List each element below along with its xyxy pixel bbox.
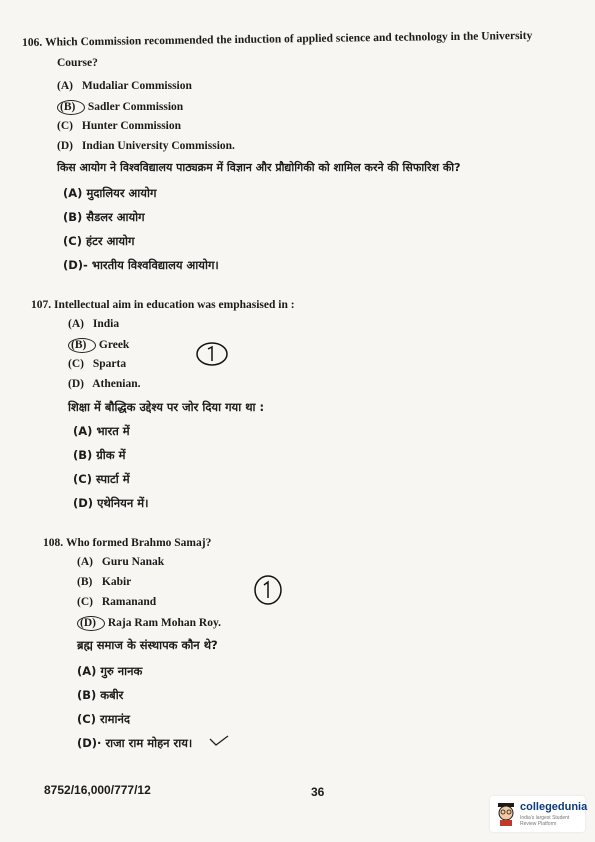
- logo-name: collegedunia: [520, 801, 588, 813]
- q107-option-d: (D) Athenian.: [68, 378, 141, 390]
- q106-hindi-option-c: (C) हंटर आयोग: [63, 234, 135, 248]
- paper-code: 8752/16,000/777/12: [44, 783, 151, 797]
- q107-line1: [31, 300, 295, 312]
- q106-hindi-option-a: (A) मुदालियर आयोग: [63, 186, 157, 200]
- student-mascot-icon: [495, 802, 517, 826]
- answer-circle: (D): [77, 616, 105, 631]
- page-number: 36: [311, 785, 325, 799]
- q108-number: 108.: [43, 537, 64, 549]
- q108-hindi-option-a: (A) गुरु नानक: [77, 664, 143, 678]
- q107-text: Intellectual aim in education was emphasised in :: [54, 299, 295, 311]
- q107-hindi-option-b: (B) ग्रीक में: [73, 448, 126, 462]
- q107-option-a: (A) India: [68, 318, 120, 330]
- q107-hindi-option-a: (A) भारत में: [73, 424, 130, 438]
- answer-circle: (B): [57, 100, 85, 115]
- q106-option-a: (A) Mudaliar Commission: [57, 80, 192, 92]
- collegedunia-logo: [490, 796, 588, 832]
- q106-line1: [22, 30, 582, 49]
- q108-hindi-option-b: (B) कबीर: [77, 688, 124, 702]
- q106-hindi-question: किस आयोग ने विश्वविद्यालय पाठ्यक्रम में विज्ञान और प्रौद्योगिकी को शामिल करने की सिफारिश की?: [57, 161, 461, 174]
- answer-circle: (B): [68, 338, 96, 353]
- q108-option-c: (C) Ramanand: [77, 596, 157, 608]
- q107-number: 107.: [31, 299, 52, 311]
- q107-option-b: (B) Greek: [68, 338, 129, 353]
- q106-hindi-option-d: (D)- भारतीय विश्वविद्यालय आयोग।: [63, 258, 219, 272]
- q106-text: Which Commission recommended the induction of applied science and technology in the University: [44, 29, 533, 49]
- handwritten-tick-mark: [208, 734, 230, 748]
- q106-option-b: (B) Sadler Commission: [57, 100, 183, 115]
- q108-hindi-question: ब्रह्म समाज के संस्थापक कौन थे?: [77, 638, 218, 652]
- q107-hindi-option-d: (D) एथेनियन में।: [73, 496, 149, 510]
- q108-option-a: (A) Guru Nanak: [77, 556, 165, 568]
- handwritten-circled-one-mark: [195, 340, 229, 368]
- handwritten-circled-one-mark: [252, 574, 284, 606]
- q106-hindi-option-b: (B) सैडलर आयोग: [63, 210, 145, 224]
- q108-hindi-option-d: (D)· राजा राम मोहन राय।: [77, 736, 193, 750]
- logo-tagline: India's largest Student Review Platform: [520, 815, 570, 827]
- q108-option-d: (D) Raja Ram Mohan Roy.: [77, 616, 221, 631]
- q106-number: 106.: [21, 36, 43, 49]
- q108-hindi-option-c: (C) रामानंद: [77, 712, 130, 726]
- q106-line2: Course?: [57, 57, 98, 69]
- q107-hindi-question: शिक्षा में बौद्धिक उद्देश्य पर जोर दिया गया था :: [68, 400, 265, 414]
- q107-option-c: (C) Sparta: [68, 358, 127, 370]
- q106-option-c: (C) Hunter Commission: [57, 120, 182, 132]
- q106-option-d: (D) Indian University Commission.: [57, 140, 235, 152]
- q108-text: Who formed Brahmo Samaj?: [66, 537, 212, 549]
- q108-option-b: (B) Kabir: [77, 576, 132, 588]
- q107-hindi-option-c: (C) स्पार्टा में: [73, 472, 130, 486]
- q108-line1: [43, 538, 211, 550]
